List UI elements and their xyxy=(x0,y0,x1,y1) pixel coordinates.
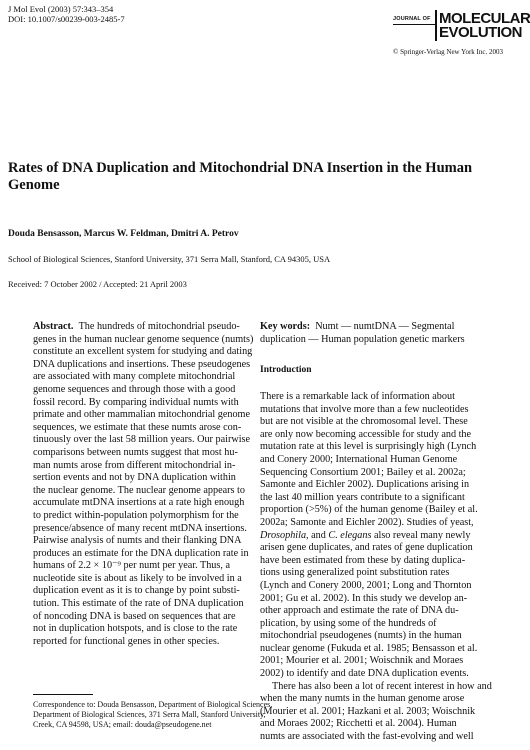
abstract-line: not in duplication hotspots, and is close to the rate xyxy=(33,623,238,635)
abstract-line: humans of 2.2 × 10⁻⁹ per numt per year. Thus, a xyxy=(33,560,230,572)
introduction-line: mitochondrial pseudogenes (numts) in the human xyxy=(260,630,462,642)
footnote-line-2: Department of Biological Sciences, 371 Serra Mall, Stanford University, xyxy=(33,710,266,719)
abstract-line: DNA duplications and insertions. These pseudogenes xyxy=(33,358,251,370)
introduction-line: nuclear genome (Fukuda et al. 1985; Bensasson et al. xyxy=(260,642,478,654)
affiliation: School of Biological Sciences, Stanford University, 371 Serra Mall, Stanford, CA 94305, USA xyxy=(8,254,331,264)
abstract-line: comparisons between numts suggest that most hu- xyxy=(33,446,238,458)
introduction-line: and Moraes 2002; Ricchetti et al. 2004). Human xyxy=(260,718,457,730)
logo-journal-of: JOURNAL OF xyxy=(393,16,431,22)
abstract-line: nucleotide site is about as likely to be involved in a xyxy=(33,572,242,584)
introduction-line: plication, by using some of the hundreds of xyxy=(260,617,437,629)
abstract-line: primate and other mammalian mitochondrial genome xyxy=(33,409,250,421)
abstract-line: genome sequences and through those with a good xyxy=(33,383,236,395)
introduction-line: other approach and estimate the rate of DNA du- xyxy=(260,605,459,617)
copyright-line: © Springer-Verlag New York Inc. 2003 xyxy=(393,48,503,56)
abstract-label: Abstract. xyxy=(33,321,74,332)
abstract xyxy=(33,321,254,648)
abstract-line: duplication event as it is to change by point substi- xyxy=(33,585,240,597)
introduction-line: (Lynch and Conery 2000, 2001; Long and Thornton xyxy=(260,579,472,591)
abstract-line: sequences, we estimate that these numts arose con- xyxy=(33,421,242,433)
abstract-line: Pairwise analysis of numts and their flanking DNA xyxy=(33,535,242,547)
introduction-line: There is a remarkable lack of information about xyxy=(260,391,455,402)
keywords xyxy=(260,321,500,346)
journal-logo xyxy=(393,10,530,41)
introduction-line: There has also been a lot of recent interest in how and xyxy=(272,680,492,692)
introduction-line: are only now becoming accessible for study and the xyxy=(260,428,472,440)
introduction-line: tions using generalized point substitution rates xyxy=(260,567,450,579)
introduction-line: numts are associated with the fast-evolving and well xyxy=(260,731,474,743)
introduction-line: 2001; Gu et al. 2002). In this study we develop an- xyxy=(260,592,468,604)
introduction-line: 2001; Mourier et al. 2001; Woischnik and Moraes xyxy=(260,655,464,667)
abstract-line: constitute an excellent system for studying and dating xyxy=(33,346,253,358)
footnote xyxy=(33,700,273,730)
title-line-1: Rates of DNA Duplication and Mitochondrial DNA Insertion in the Human xyxy=(8,160,473,176)
abstract-line: tution. This estimate of the rate of DNA duplication xyxy=(33,598,244,610)
abstract-line: tinuously over the last 58 million years. Our pairwise xyxy=(33,434,251,446)
introduction-line: when the many numts in the human genome arose xyxy=(260,693,465,705)
abstract-line: fossil record. By comparing individual numts with xyxy=(33,396,239,408)
abstract-line: presence/absence of many recent mtDNA insertions. xyxy=(33,522,247,534)
received-accepted: Received: 7 October 2002 / Accepted: 21 April 2003 xyxy=(8,279,187,289)
abstract-line: are associated with many complete mitochondrial xyxy=(33,371,236,383)
introduction-line: Drosophila, and C. elegans also reveal many newly xyxy=(260,529,471,541)
abstract-line: genes in the human nuclear genome sequence (numts) xyxy=(33,333,254,345)
introduction-line: proportion (>5%) of the human genome (Bailey et al. xyxy=(260,504,478,516)
abstract-line: of noncoding DNA is based on sequences that are xyxy=(33,610,236,622)
introduction-body xyxy=(260,391,500,744)
article-title xyxy=(8,160,508,194)
section-heading-introduction: Introduction xyxy=(260,365,312,375)
abstract-line: produces an estimate for the DNA duplication rate in xyxy=(33,547,249,559)
introduction-line: 2002a; Samonte and Eichler 2002). Studies of yeast, xyxy=(260,516,474,528)
logo-molecular: MOLECULAR xyxy=(439,10,530,27)
keywords-label: Key words: xyxy=(260,321,311,332)
introduction-line: 2002) to identify and date DNA duplication events. xyxy=(260,668,469,680)
introduction-line: (Mourier et al. 2001; Hazkani et al. 2003; Woischnik xyxy=(260,705,476,717)
abstract-line: sertion events and not by DNA duplication within xyxy=(33,472,236,484)
introduction-line: the last 40 million years contribute to a significant xyxy=(260,491,465,503)
introduction-line: but are not visible at the chromosomal level. These xyxy=(260,416,468,428)
abstract-line xyxy=(33,321,245,334)
abstract-line: reported for functional genes in other species. xyxy=(33,635,220,647)
introduction-line: mutations that involve more than a few nucleotides xyxy=(260,403,469,415)
doi: DOI: 10.1007/s00239-003-2485-7 xyxy=(8,14,125,24)
introduction-line: mutation rate at this level is surprisingly high (Lynch xyxy=(260,441,477,453)
journal-citation: J Mol Evol (2003) 57:343–354 xyxy=(8,4,114,14)
abstract-line-text: The hundreds of mitochondrial pseudo- xyxy=(78,321,240,332)
authors: Douda Bensasson, Marcus W. Feldman, Dmitri A. Petrov xyxy=(8,229,239,239)
introduction-line: arisen gene duplicates, and rates of gene duplication xyxy=(260,542,473,554)
logo-evolution: EVOLUTION xyxy=(439,24,523,41)
footnote-rule xyxy=(33,694,93,695)
keywords-line-2: duplication — Human population genetic markers xyxy=(260,333,465,345)
introduction-line: Samonte and Eichler 2002). Duplications arising in xyxy=(260,479,470,491)
footnote-line-3: Creek, CA 94598, USA; email: douda@pseudogene.net xyxy=(33,720,212,729)
abstract-line: to predict within-population polymorphism for the xyxy=(33,509,239,521)
abstract-line: man numts arose from different mitochondrial in- xyxy=(33,459,236,471)
abstract-line: accumulate mtDNA insertions at a rate high enough xyxy=(33,497,245,509)
introduction-line: and Conery 2000; International Human Genome xyxy=(260,453,458,465)
introduction-line: Sequencing Consortium 2001; Bailey et al. 2002a; xyxy=(260,466,466,478)
footnote-line-1: Correspondence to: Douda Bensasson, Department of Biological Sciences, xyxy=(33,700,273,709)
title-line-2: Genome xyxy=(8,177,60,193)
keywords-line-1: Numt — numtDNA — Segmental xyxy=(315,321,455,332)
abstract-line: the nuclear genome. The nuclear genome appears to xyxy=(33,484,245,496)
introduction-line: have been estimated from these by dating duplica- xyxy=(260,554,466,566)
